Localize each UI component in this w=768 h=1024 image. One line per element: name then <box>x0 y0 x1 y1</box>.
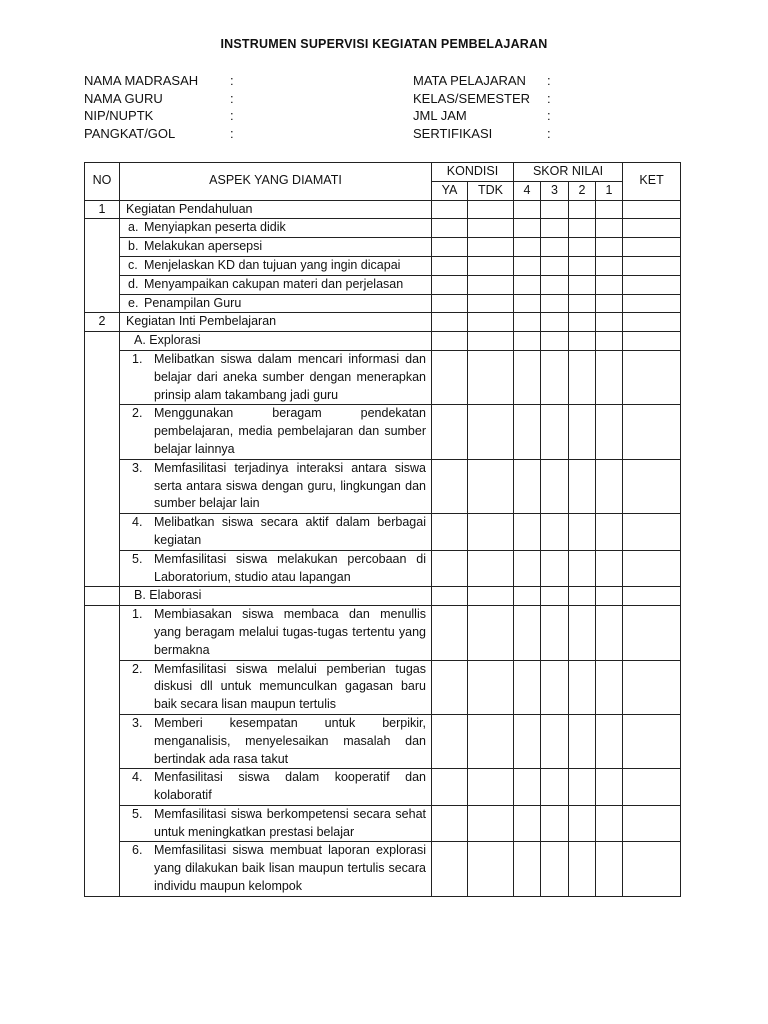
cell-score-1[interactable] <box>596 606 623 660</box>
header-score-4: 4 <box>514 181 541 200</box>
item-marker: 1. <box>132 607 143 622</box>
header-kondisi: KONDISI <box>432 163 514 182</box>
cell-score-4[interactable] <box>514 256 541 275</box>
identity-fields-left <box>84 72 384 142</box>
table-row <box>85 514 681 551</box>
cell-score-1[interactable] <box>596 200 623 219</box>
field-label: NAMA MADRASAH <box>84 73 199 88</box>
table-row <box>85 256 681 275</box>
cell-score-4[interactable] <box>514 459 541 513</box>
cell-ket[interactable] <box>623 332 681 351</box>
cell-score-2[interactable] <box>569 256 596 275</box>
cell-score-4[interactable] <box>514 714 541 768</box>
cell-ket[interactable] <box>623 256 681 275</box>
cell-score-1[interactable] <box>596 459 623 513</box>
header-ya: YA <box>432 181 468 200</box>
cell-score-4[interactable] <box>514 550 541 587</box>
field-label: SERTIFIKASI <box>413 125 493 141</box>
cell-score-1[interactable] <box>596 313 623 332</box>
table-row <box>85 842 681 896</box>
row-number-empty <box>85 332 120 587</box>
cell-score-4[interactable] <box>514 587 541 606</box>
field-nama-guru <box>84 90 384 108</box>
item-text: Memfasilitasi siswa melakukan percobaan di Laboratorium, studio atau lapangan <box>154 551 426 584</box>
cell-ket[interactable] <box>623 294 681 313</box>
cell-tdk[interactable] <box>468 714 514 768</box>
section-row <box>85 313 681 332</box>
cell-score-3[interactable] <box>541 514 569 551</box>
table-row <box>85 350 681 404</box>
cell-score-3[interactable] <box>541 405 569 459</box>
aspect-item <box>120 275 432 294</box>
field-label: KELAS/SEMESTER <box>413 90 531 106</box>
cell-score-2[interactable] <box>569 660 596 714</box>
cell-score-1[interactable] <box>596 660 623 714</box>
field-label: JML JAM <box>413 108 467 124</box>
document-title: INSTRUMEN SUPERVISI KEGIATAN PEMBELAJARAN <box>220 37 548 51</box>
cell-score-3[interactable] <box>541 275 569 294</box>
field-jml-jam <box>413 107 713 125</box>
row-number-empty <box>85 606 120 897</box>
cell-score-4[interactable] <box>514 200 541 219</box>
cell-score-2[interactable] <box>569 200 596 219</box>
header-tdk: TDK <box>468 181 514 200</box>
item-text: Memfasilitasi siswa melalui pemberian tugas diskusi dll untuk memunculkan gagasan baru baik secara lisan maupun tertulis <box>154 661 426 712</box>
aspect-item <box>120 238 432 257</box>
cell-score-4[interactable] <box>514 294 541 313</box>
cell-score-2[interactable] <box>569 769 596 806</box>
table-row <box>85 459 681 513</box>
field-colon: : <box>547 73 551 88</box>
cell-score-2[interactable] <box>569 405 596 459</box>
cell-score-3[interactable] <box>541 842 569 896</box>
cell-score-4[interactable] <box>514 405 541 459</box>
supervision-table <box>84 162 681 897</box>
cell-score-1[interactable] <box>596 769 623 806</box>
cell-score-2[interactable] <box>569 294 596 313</box>
cell-score-1[interactable] <box>596 238 623 257</box>
cell-score-3[interactable] <box>541 714 569 768</box>
cell-ya[interactable] <box>432 514 468 551</box>
cell-score-3[interactable] <box>541 805 569 842</box>
cell-tdk[interactable] <box>468 606 514 660</box>
cell-tdk[interactable] <box>468 350 514 404</box>
item-marker: 5. <box>132 806 143 821</box>
aspect-item <box>120 459 432 513</box>
item-text: Menfasilitasi siswa dalam kooperatif dan kolaboratif <box>154 770 426 803</box>
cell-ket[interactable] <box>623 200 681 219</box>
header-score-2: 2 <box>569 181 596 200</box>
cell-score-1[interactable] <box>596 514 623 551</box>
cell-ket[interactable] <box>623 842 681 896</box>
cell-score-2[interactable] <box>569 313 596 332</box>
cell-score-2[interactable] <box>569 514 596 551</box>
table-row <box>85 275 681 294</box>
cell-score-4[interactable] <box>514 660 541 714</box>
cell-score-3[interactable] <box>541 238 569 257</box>
item-marker: 4. <box>132 770 143 785</box>
header-skor-nilai: SKOR NILAI <box>514 163 623 182</box>
cell-score-3[interactable] <box>541 200 569 219</box>
cell-ya[interactable] <box>432 350 468 404</box>
cell-score-4[interactable] <box>514 275 541 294</box>
cell-score-2[interactable] <box>569 587 596 606</box>
cell-ya[interactable] <box>432 606 468 660</box>
field-colon: : <box>547 125 551 141</box>
cell-score-1[interactable] <box>596 805 623 842</box>
cell-ya[interactable] <box>432 275 468 294</box>
subsection-row <box>85 332 681 351</box>
cell-tdk[interactable] <box>468 587 514 606</box>
field-pangkat-gol <box>84 125 384 143</box>
field-sertifikasi <box>413 125 713 143</box>
cell-ket[interactable] <box>623 275 681 294</box>
cell-score-1[interactable] <box>596 332 623 351</box>
aspect-item <box>120 350 432 404</box>
cell-score-4[interactable] <box>514 606 541 660</box>
aspect-item <box>120 294 432 313</box>
cell-score-3[interactable] <box>541 587 569 606</box>
table-row <box>85 405 681 459</box>
item-marker: 6. <box>132 843 143 858</box>
header-aspek: ASPEK YANG DIAMATI <box>120 163 432 201</box>
cell-score-1[interactable] <box>596 842 623 896</box>
aspect-item <box>120 219 432 238</box>
field-colon: : <box>547 90 551 106</box>
cell-ya[interactable] <box>432 805 468 842</box>
item-text: Melakukan apersepsi <box>144 239 263 254</box>
cell-score-1[interactable] <box>596 350 623 404</box>
row-number: 1 <box>85 200 120 219</box>
subsection-title: A. Explorasi <box>120 332 432 351</box>
item-text: Memfasilitasi siswa membuat laporan explorasi yang dilakukan baik lisan maupun tertulis secara individu maupun kelompok <box>154 843 426 894</box>
cell-score-4[interactable] <box>514 219 541 238</box>
field-colon: : <box>547 108 551 124</box>
item-text: Memberi kesempatan untuk berpikir, menganalisis, menyelesaikan masalah dan bertindak ada rasa takut <box>154 715 426 766</box>
cell-ket[interactable] <box>623 769 681 806</box>
cell-score-3[interactable] <box>541 550 569 587</box>
cell-ket[interactable] <box>623 805 681 842</box>
item-text: Melibatkan siswa dalam mencari informasi dan belajar dari aneka sumber dengan menerapkan prinsip alam takambang jadi guru <box>154 351 426 402</box>
cell-ya[interactable] <box>432 405 468 459</box>
aspect-item <box>120 842 432 896</box>
cell-score-3[interactable] <box>541 459 569 513</box>
cell-score-3[interactable] <box>541 660 569 714</box>
field-kelas-semester <box>413 90 713 108</box>
cell-score-1[interactable] <box>596 405 623 459</box>
item-marker: 5. <box>132 551 143 566</box>
cell-ya[interactable] <box>432 238 468 257</box>
section-title: Kegiatan Pendahuluan <box>120 200 432 219</box>
cell-score-3[interactable] <box>541 350 569 404</box>
table-row <box>85 550 681 587</box>
cell-tdk[interactable] <box>468 769 514 806</box>
cell-score-1[interactable] <box>596 714 623 768</box>
cell-score-4[interactable] <box>514 842 541 896</box>
cell-score-1[interactable] <box>596 294 623 313</box>
row-number: 2 <box>85 313 120 332</box>
item-marker: d. <box>128 276 139 291</box>
cell-score-2[interactable] <box>569 550 596 587</box>
cell-tdk[interactable] <box>468 514 514 551</box>
cell-score-2[interactable] <box>569 459 596 513</box>
item-marker: b. <box>128 239 139 254</box>
cell-ket[interactable] <box>623 459 681 513</box>
cell-score-3[interactable] <box>541 606 569 660</box>
field-mata-pelajaran <box>413 72 713 90</box>
cell-score-3[interactable] <box>541 294 569 313</box>
field-nip-nuptk <box>84 107 384 125</box>
cell-ket[interactable] <box>623 660 681 714</box>
table-row <box>85 238 681 257</box>
cell-tdk[interactable] <box>468 842 514 896</box>
table-row <box>85 805 681 842</box>
cell-ya[interactable] <box>432 660 468 714</box>
cell-ket[interactable] <box>623 219 681 238</box>
cell-ya[interactable] <box>432 550 468 587</box>
section-row <box>85 200 681 219</box>
aspect-item <box>120 514 432 551</box>
table-row <box>85 606 681 660</box>
cell-score-3[interactable] <box>541 332 569 351</box>
table-body <box>85 200 681 896</box>
cell-score-4[interactable] <box>514 805 541 842</box>
cell-score-1[interactable] <box>596 256 623 275</box>
cell-ya[interactable] <box>432 200 468 219</box>
table-row <box>85 769 681 806</box>
cell-score-2[interactable] <box>569 238 596 257</box>
header-score-1: 1 <box>596 181 623 200</box>
cell-ya[interactable] <box>432 294 468 313</box>
table-row <box>85 660 681 714</box>
subsection-title: B. Elaborasi <box>120 587 432 606</box>
item-marker: 4. <box>132 515 143 530</box>
aspect-item <box>120 256 432 275</box>
cell-ket[interactable] <box>623 606 681 660</box>
item-marker: 2. <box>132 661 143 676</box>
header-score-3: 3 <box>541 181 569 200</box>
identity-fields-right <box>413 72 713 142</box>
table-row <box>85 219 681 238</box>
cell-ket[interactable] <box>623 714 681 768</box>
item-marker: c. <box>128 257 138 272</box>
aspect-item <box>120 606 432 660</box>
aspect-item <box>120 805 432 842</box>
cell-ya[interactable] <box>432 313 468 332</box>
header-ket: KET <box>623 163 681 201</box>
cell-score-1[interactable] <box>596 587 623 606</box>
field-colon: : <box>230 73 234 88</box>
item-text: Melibatkan siswa secara aktif dalam berbagai kegiatan <box>154 515 426 547</box>
cell-score-3[interactable] <box>541 256 569 275</box>
cell-tdk[interactable] <box>468 256 514 275</box>
cell-tdk[interactable] <box>468 219 514 238</box>
cell-tdk[interactable] <box>468 660 514 714</box>
cell-ya[interactable] <box>432 256 468 275</box>
item-marker: e. <box>128 295 139 310</box>
aspect-item <box>120 405 432 459</box>
table-header <box>85 163 681 201</box>
field-label: PANGKAT/GOL <box>84 125 176 141</box>
cell-score-4[interactable] <box>514 769 541 806</box>
cell-ya[interactable] <box>432 332 468 351</box>
cell-tdk[interactable] <box>468 200 514 219</box>
cell-tdk[interactable] <box>468 332 514 351</box>
cell-tdk[interactable] <box>468 805 514 842</box>
cell-score-3[interactable] <box>541 313 569 332</box>
item-text: Memfasilitasi terjadinya interaksi antara siswa serta antara siswa dengan guru, lingkungan dan sumber belajar lain <box>154 460 426 511</box>
item-marker: 3. <box>132 715 143 730</box>
cell-tdk[interactable] <box>468 275 514 294</box>
cell-ya[interactable] <box>432 714 468 768</box>
field-colon: : <box>230 90 234 106</box>
cell-tdk[interactable] <box>468 294 514 313</box>
cell-score-4[interactable] <box>514 350 541 404</box>
cell-score-2[interactable] <box>569 332 596 351</box>
cell-score-2[interactable] <box>569 606 596 660</box>
field-colon: : <box>230 125 234 141</box>
cell-tdk[interactable] <box>468 550 514 587</box>
cell-ya[interactable] <box>432 459 468 513</box>
row-number-empty <box>85 587 120 606</box>
cell-score-2[interactable] <box>569 714 596 768</box>
cell-ya[interactable] <box>432 587 468 606</box>
cell-tdk[interactable] <box>468 238 514 257</box>
item-text: Penampilan Guru <box>144 295 242 310</box>
table-row <box>85 294 681 313</box>
cell-ket[interactable] <box>623 350 681 404</box>
cell-score-3[interactable] <box>541 219 569 238</box>
cell-score-4[interactable] <box>514 514 541 551</box>
header-no: NO <box>85 163 120 201</box>
cell-ya[interactable] <box>432 842 468 896</box>
item-marker: a. <box>128 220 139 235</box>
cell-score-1[interactable] <box>596 219 623 238</box>
cell-score-2[interactable] <box>569 805 596 842</box>
item-text: Menggunakan beragam pendekatan pembelajaran, media pembelajaran dan sumber belajar lainnya <box>154 406 426 456</box>
item-marker: 1. <box>132 351 143 366</box>
cell-ket[interactable] <box>623 514 681 551</box>
item-text: Menyiapkan peserta didik <box>144 220 286 235</box>
section-title: Kegiatan Inti Pembelajaran <box>120 313 432 332</box>
item-marker: 2. <box>132 406 143 421</box>
field-colon: : <box>230 108 234 124</box>
item-marker: 3. <box>132 460 143 475</box>
aspect-item <box>120 660 432 714</box>
cell-score-4[interactable] <box>514 238 541 257</box>
aspect-item <box>120 714 432 768</box>
cell-ket[interactable] <box>623 587 681 606</box>
subsection-row <box>85 587 681 606</box>
cell-score-3[interactable] <box>541 769 569 806</box>
cell-tdk[interactable] <box>468 313 514 332</box>
cell-ket[interactable] <box>623 313 681 332</box>
aspect-item <box>120 550 432 587</box>
cell-ya[interactable] <box>432 769 468 806</box>
field-label: NIP/NUPTK <box>84 108 154 124</box>
field-nama-madrasah <box>84 72 384 90</box>
cell-ket[interactable] <box>623 405 681 459</box>
item-text: Memfasilitasi siswa berkompetensi secara sehat untuk meningkatkan prestasi belajar <box>154 806 426 839</box>
item-text: Menyampaikan cakupan materi dan perjelasan <box>144 276 404 291</box>
item-text: Menjelaskan KD dan tujuan yang ingin dicapai <box>144 257 401 272</box>
row-number-empty <box>85 219 120 313</box>
cell-tdk[interactable] <box>468 405 514 459</box>
cell-score-2[interactable] <box>569 219 596 238</box>
cell-score-4[interactable] <box>514 313 541 332</box>
field-label: NAMA GURU <box>84 90 163 106</box>
cell-score-2[interactable] <box>569 275 596 294</box>
cell-score-1[interactable] <box>596 550 623 587</box>
cell-ket[interactable] <box>623 550 681 587</box>
field-label: MATA PELAJARAN <box>413 73 526 88</box>
cell-ya[interactable] <box>432 219 468 238</box>
cell-ket[interactable] <box>623 238 681 257</box>
cell-score-2[interactable] <box>569 350 596 404</box>
cell-score-1[interactable] <box>596 275 623 294</box>
item-text: Membiasakan siswa membaca dan menullis yang beragam melalui tugas-tugas tertentu yang bermakna <box>154 607 426 657</box>
aspect-item <box>120 769 432 806</box>
cell-tdk[interactable] <box>468 459 514 513</box>
cell-score-2[interactable] <box>569 842 596 896</box>
table-row <box>85 714 681 768</box>
cell-score-4[interactable] <box>514 332 541 351</box>
